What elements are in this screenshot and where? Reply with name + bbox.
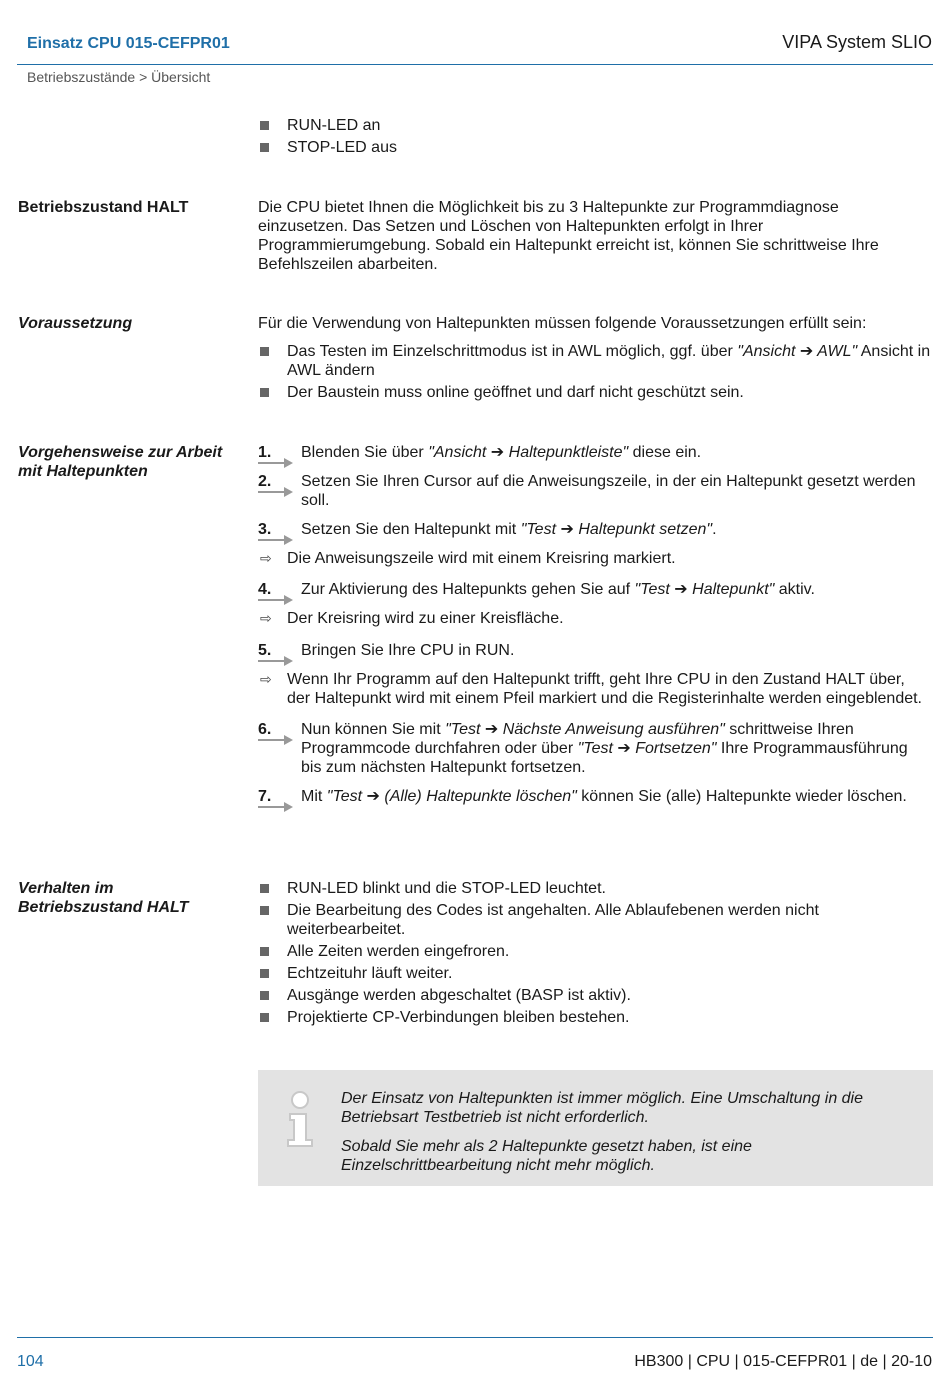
header-divider xyxy=(17,64,933,65)
list-item: Ausgänge werden abgeschaltet (BASP ist aktiv). xyxy=(258,986,932,1005)
bullet-square-icon xyxy=(260,1013,269,1022)
menu-path: "Test ➔ Haltepunkt" xyxy=(634,581,775,598)
step-item: 3. Setzen Sie den Haltepunkt mit "Test ➔ Haltepunkt setzen". xyxy=(258,520,932,539)
step-result: ⇨ Die Anweisungszeile wird mit einem Kreisring markiert. xyxy=(260,550,676,567)
step-item: 1. Blenden Sie über "Ansicht ➔ Haltepunktleiste" diese ein. xyxy=(258,443,932,462)
result-arrow-icon: ⇨ xyxy=(260,671,272,687)
result-arrow-icon: ⇨ xyxy=(260,550,272,566)
list-item: Alle Zeiten werden eingefroren. xyxy=(258,942,932,961)
product-name: VIPA System SLIO xyxy=(782,32,932,52)
step-arrow-icon xyxy=(258,458,294,468)
step-item: 5. Bringen Sie Ihre CPU in RUN. xyxy=(258,641,932,660)
step-arrow-icon xyxy=(258,487,294,497)
footer-divider xyxy=(17,1337,933,1338)
note-paragraph: Der Einsatz von Haltepunkten ist immer möglich. Eine Umschaltung in die Betriebsart Testbetrieb ist nicht erforderlich. xyxy=(341,1090,864,1126)
bullet-square-icon xyxy=(260,991,269,1000)
requirement-section xyxy=(258,314,932,405)
step-item: 2. Setzen Sie Ihren Cursor auf die Anweisungszeile, in der ein Haltepunkt gesetzt werden soll. xyxy=(258,473,916,509)
menu-path: "Ansicht ➔ AWL" xyxy=(737,343,858,360)
requirement-list xyxy=(258,342,932,402)
menu-path: "Test ➔ Haltepunkt setzen" xyxy=(520,521,713,538)
list-item: RUN-LED an xyxy=(258,116,932,135)
step-item: 7. Mit "Test ➔ (Alle) Haltepunkte löschen" können Sie (alle) Haltepunkte wieder löschen. xyxy=(258,787,932,806)
list-item: Der Baustein muss online geöffnet und darf nicht geschützt sein. xyxy=(258,383,932,402)
menu-path: "Ansicht ➔ Haltepunktleiste" xyxy=(428,444,629,461)
breadcrumb: Betriebszustände > Übersicht xyxy=(27,69,211,85)
step-item: 6. Nun können Sie mit "Test ➔ Nächste Anweisung ausführen" schrittweise Ihren Programmcode durchfahren oder über "Test ➔ Fortsetzen" Ihre Programmausführung bis zum nächsten Haltepunkt fortsetzen. xyxy=(258,721,908,776)
list-item: Das Testen im Einzelschrittmodus ist in AWL möglich, ggf. über "Ansicht ➔ AWL" Ansicht in AWL ändern xyxy=(258,342,932,380)
info-note xyxy=(258,1070,933,1186)
procedure-steps xyxy=(258,443,932,806)
bullet-square-icon xyxy=(260,969,269,978)
bullet-square-icon xyxy=(260,121,269,130)
list-item: Die Bearbeitung des Codes ist angehalten. Alle Ablaufebenen werden nicht weiterbearbeitet. xyxy=(258,901,932,939)
menu-path: "Test ➔ (Alle) Haltepunkte löschen" xyxy=(326,788,577,805)
bullet-square-icon xyxy=(260,143,269,152)
bullet-square-icon xyxy=(260,906,269,915)
list-item: Projektierte CP-Verbindungen bleiben bestehen. xyxy=(258,1008,932,1027)
chapter-title: Einsatz CPU 015-CEFPR01 xyxy=(27,35,230,52)
bullet-square-icon xyxy=(260,388,269,397)
step-arrow-icon xyxy=(258,535,294,545)
step-arrow-icon xyxy=(258,595,294,605)
list-item: Echtzeituhr läuft weiter. xyxy=(258,964,932,983)
menu-path: "Test ➔ Fortsetzen" xyxy=(577,740,717,757)
bullet-square-icon xyxy=(260,347,269,356)
halt-description: Die CPU bietet Ihnen die Möglichkeit bis zu 3 Haltepunkte zur Programmdiagnose einzusetzen. Das Setzen und Löschen von Haltepunkten erfolgt in Ihrer Programmierumgebung. Sobald ein Haltepunkt erreicht ist, können Sie schrittweise Ihre Befehlszeilen abarbeiten. xyxy=(258,199,879,273)
step-arrow-icon xyxy=(258,656,294,666)
note-text xyxy=(341,1089,913,1185)
note-paragraph: Sobald Sie mehr als 2 Haltepunkte gesetzt haben, ist eine Einzelschrittbearbeitung nicht mehr möglich. xyxy=(341,1138,752,1174)
requirement-intro: Für die Verwendung von Haltepunkten müssen folgende Voraussetzungen erfüllt sein: xyxy=(258,315,867,332)
halt-section xyxy=(258,198,932,274)
behaviour-section xyxy=(258,879,932,1030)
list-item: RUN-LED blinkt und die STOP-LED leuchtet. xyxy=(258,879,932,898)
requirement-heading: Voraussetzung xyxy=(18,315,133,332)
behaviour-heading: Verhalten im Betriebszustand HALT xyxy=(18,880,189,916)
step-arrow-icon xyxy=(258,802,294,812)
result-arrow-icon: ⇨ xyxy=(260,610,272,626)
step-result: ⇨ Wenn Ihr Programm auf den Haltepunkt trifft, geht Ihre CPU in den Zustand HALT über, der Haltepunkt wird mit einem Pfeil markiert und die Registerinhalte werden eingeblendet. xyxy=(260,671,922,707)
intro-bullet-list xyxy=(258,116,932,157)
list-item: STOP-LED aus xyxy=(258,138,932,157)
procedure-section xyxy=(258,443,932,806)
menu-path: "Test ➔ Nächste Anweisung ausführen" xyxy=(445,721,725,738)
step-item: 4. Zur Aktivierung des Haltepunkts gehen Sie auf "Test ➔ Haltepunkt" aktiv. xyxy=(258,580,932,599)
intro-list-block xyxy=(258,116,932,160)
document-id: HB300 | CPU | 015-CEFPR01 | de | 20-10 xyxy=(634,1353,932,1370)
step-result: ⇨ Der Kreisring wird zu einer Kreisfläche. xyxy=(260,610,564,627)
page-number: 104 xyxy=(17,1353,44,1370)
halt-heading: Betriebszustand HALT xyxy=(18,199,189,216)
behaviour-list xyxy=(258,879,932,1027)
step-arrow-icon xyxy=(258,735,294,745)
bullet-square-icon xyxy=(260,947,269,956)
procedure-heading: Vorgehensweise zur Arbeit mit Haltepunkten xyxy=(18,444,223,480)
info-icon xyxy=(284,1090,320,1148)
bullet-square-icon xyxy=(260,884,269,893)
